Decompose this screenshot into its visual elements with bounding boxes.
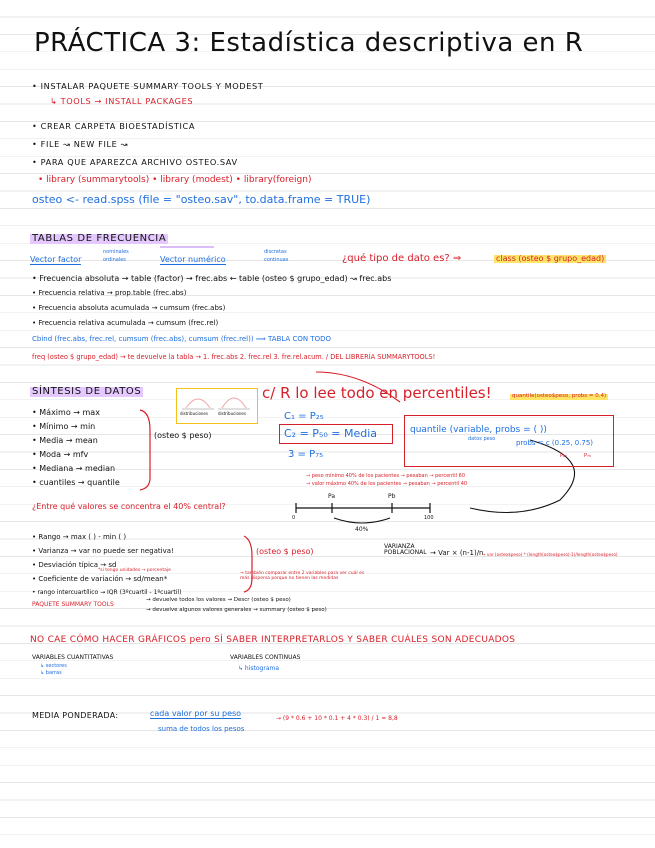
- sintesis-heading: SÍNTESIS DE DATOS: [32, 386, 142, 397]
- libraries-line: • library (summarytools) • library (modest) • library(foreign): [38, 175, 312, 185]
- note-percentil-60: → peso mínimo 40% de los pacientes → pesaban → percentil 60: [306, 473, 466, 479]
- dispersion-item: • Desviación típica → sd: [32, 561, 117, 569]
- page-title: PRÁCTICA 3: Estadística descriptiva en R: [34, 28, 584, 58]
- axis-pb: Pb: [388, 493, 396, 500]
- frecuencia-item: • Frecuencia absoluta → table (factor) → frec.abs ← table (osteo $ grupo_edad) ↝ frec.abs: [32, 274, 392, 283]
- dispersion-item: • Coeficiente de variación → sd/mean*: [32, 575, 168, 583]
- p25-label: P₂₅: [560, 453, 568, 459]
- quantile-sub: datos peso: [468, 436, 496, 442]
- vf-ordinal: ordinales: [103, 257, 126, 263]
- cuantitativas-sectores: ↳ sectores: [40, 663, 67, 669]
- dispersion-param: (osteo $ peso): [256, 547, 314, 556]
- install-line: • INSTALAR PAQUETE SUMMARY TOOLS Y MODEST: [32, 81, 264, 91]
- curve-label: distribuciones: [218, 411, 246, 416]
- vn-discretas: discretas: [264, 249, 287, 255]
- quantile-example: quantile(osteo$peso, probs = 0.4): [512, 393, 607, 399]
- varianza-code: → var (osteo$peso) * (length(osteo$peso)-1)/length(osteo$peso): [482, 552, 618, 557]
- sintesis-item: • Mínimo → min: [32, 422, 96, 431]
- varianza-poblacional-label: VARIANZA POBLACIONAL: [384, 543, 427, 556]
- sintesis-item: • Moda → mfv: [32, 450, 89, 459]
- quantile-formula: quantile (variable, probs = ( )): [410, 425, 547, 435]
- sintesis-item: • cuantiles → quantile: [32, 478, 120, 487]
- cv-note: *si tengo unidades → porcentaje: [98, 568, 171, 573]
- media-ponderada-numerador: cada valor por su peso: [150, 709, 242, 718]
- axis-pa: Pa: [328, 493, 336, 500]
- r-percentiles-note: c/ R lo lee todo en percentiles!: [262, 384, 492, 402]
- curve-label: distribuciones: [180, 411, 208, 416]
- folder-line: • CREAR CARPETA BIOESTADÍSTICA: [32, 121, 196, 131]
- install-tools-line: ↳ TOOLS → INSTALL PACKAGES: [50, 96, 194, 106]
- media-ponderada-label: MEDIA PONDERADA:: [32, 711, 119, 720]
- vf-nominal: nominales: [103, 249, 129, 255]
- note-percentil-40: → valor máximo 40% de los pacientes → pesaban → percentil 40: [306, 481, 468, 487]
- paquete-summary-label: PAQUETE SUMMARY TOOLS: [32, 601, 114, 608]
- freq-line: freq (osteo $ grupo_edad) → te devuelve la tabla → 1. frec.abs 2. frec.rel 3. fre.rel.acum. / DEL LIBRERÍA SUMMARYTOOLS!: [32, 353, 436, 361]
- media-ponderada-denominador: suma de todos los pesos: [158, 725, 245, 733]
- dispersion-item: • Rango → max ( ) - min ( ): [32, 533, 127, 541]
- continuas-label: VARIABLES CONTINUAS: [230, 654, 301, 661]
- vn-continuas: continuas: [264, 257, 289, 263]
- cuantitativas-barras: ↳ barras: [40, 670, 62, 676]
- continuas-histograma: ↳ histograma: [238, 665, 280, 672]
- sintesis-item: • Mediana → median: [32, 464, 116, 473]
- cuartil-2: C₂ = P₅₀ = Media: [284, 427, 378, 440]
- compare-note: → también comparar entre 2 variables para ver cuál es más dispersa porque no tienen las medidas: [240, 571, 365, 581]
- vector-factor-label: Vector factor: [30, 255, 82, 264]
- paquete-descr: → devuelve todos los valores → Descr (osteo $ peso): [146, 597, 291, 603]
- tipo-dato-question: ¿qué tipo de dato es? ⇒: [342, 253, 462, 264]
- cuantitativas-label: VARIABLES CUANTITATIVAS: [32, 654, 114, 661]
- paquete-summary: → devuelve algunos valores generales → summary (osteo $ peso): [146, 607, 327, 613]
- frecuencia-item: • Frecuencia relativa → prop.table (frec.abs): [32, 289, 187, 297]
- sintesis-item: • Máximo → max: [32, 408, 100, 417]
- varianza-formula: → Var × (n-1)/n: [430, 549, 484, 557]
- media-ponderada-calculo: → (9 * 0.6 + 10 * 0.1 + 4 * 0.3) / 1 = 8,8: [276, 715, 398, 722]
- sintesis-param: (osteo $ peso): [154, 431, 212, 440]
- sintesis-item: • Media → mean: [32, 436, 98, 445]
- question-40: ¿Entre qué valores se concentra el 40% central?: [32, 502, 226, 511]
- frecuencia-item: • Frecuencia relativa acumulada → cumsum (frec.rel): [32, 319, 219, 327]
- file-line: • FILE ↝ NEW FILE ↝: [32, 139, 129, 149]
- graficos-heading: NO CAE CÓMO HACER GRÁFICOS pero SÍ SABER INTERPRETARLOS Y SABER CUÁLES SON ADECUADOS: [30, 635, 516, 645]
- axis-100: 100: [424, 515, 434, 521]
- tablas-heading: TABLAS DE FRECUENCIA: [32, 233, 167, 244]
- dispersion-item: • rango intercuartílico → IQR (3ºcuartil - 1ºcuartil): [32, 589, 182, 596]
- cuartil-3: 3 = P₇₅: [288, 449, 324, 460]
- distribution-sketch: [176, 388, 258, 424]
- archive-line: • PARA QUE APAREZCA ARCHIVO OSTEO.SAV: [32, 157, 238, 167]
- dispersion-item: • Varianza → var no puede ser negativa!: [32, 547, 174, 555]
- quantile-probs: probs = c (0.25, 0.75): [516, 439, 594, 447]
- frecuencia-item: • Frecuencia absoluta acumulada → cumsum (frec.abs): [32, 304, 226, 312]
- cbind-line: Cbind (frec.abs, frec.rel, cumsum (frec.abs), cumsum (frec.rel)) ⟹ TABLA CON TODO: [32, 335, 331, 343]
- p75-label: P₇₅: [584, 453, 592, 459]
- cuartil-1: C₁ = P₂₅: [284, 411, 324, 422]
- axis-0: 0: [292, 515, 296, 521]
- read-spss-line: osteo <- read.spss (file = "osteo.sav", to.data.frame = TRUE): [32, 193, 371, 206]
- vector-numerico-label: Vector numérico: [160, 255, 226, 264]
- axis-40: 40%: [355, 526, 369, 533]
- class-call: class (osteo $ grupo_edad): [496, 254, 605, 263]
